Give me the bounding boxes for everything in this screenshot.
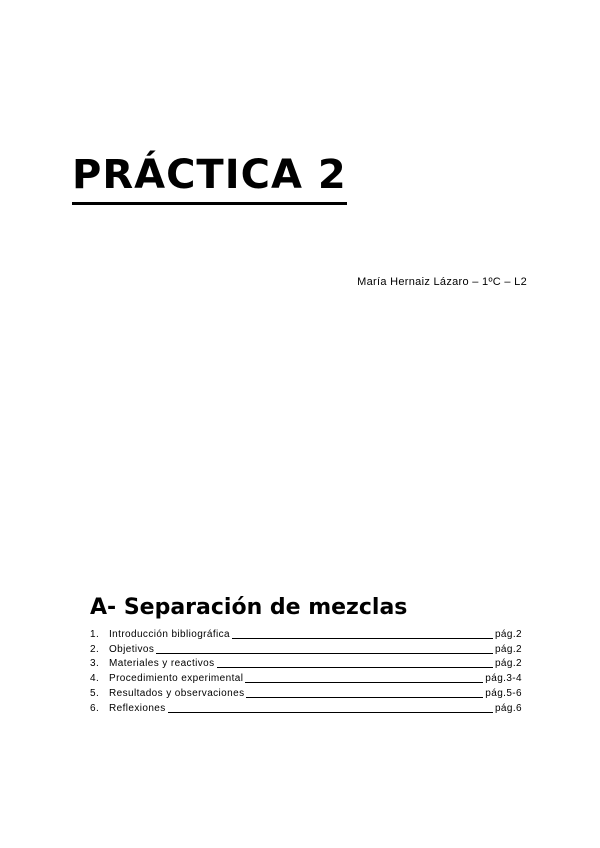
toc-item-label: Reflexiones <box>109 702 166 714</box>
toc-item-number: 6. <box>90 702 100 714</box>
toc-item <box>90 656 522 671</box>
toc-item <box>90 626 522 641</box>
toc-item-number: 1. <box>90 628 100 640</box>
toc-leader-line <box>217 666 493 668</box>
toc-item-label: Introducción bibliográfica <box>109 628 231 640</box>
toc-item-page: pág.5-6 <box>485 687 522 699</box>
toc-item-page: pág.2 <box>494 658 522 670</box>
toc-item <box>90 685 522 700</box>
toc-item-label: Resultados y observaciones <box>109 687 245 699</box>
toc-item-number: 5. <box>90 687 100 699</box>
toc-item <box>90 700 522 715</box>
toc-item-label: Objetivos <box>109 643 155 655</box>
toc-item-page: pág.6 <box>494 702 522 714</box>
toc-item-number: 4. <box>90 673 100 685</box>
toc-item <box>90 670 522 685</box>
toc-item <box>90 641 522 656</box>
toc-item-page: pág.2 <box>494 643 522 655</box>
toc-leader-line <box>168 711 493 713</box>
section-title: A- Separación de mezclas <box>90 595 408 620</box>
toc-item-label: Procedimiento experimental <box>109 673 244 685</box>
table-of-contents <box>90 626 522 715</box>
toc-item-number: 3. <box>90 658 100 670</box>
toc-leader-line <box>156 652 493 654</box>
toc-item-label: Materiales y reactivos <box>109 658 215 670</box>
author-line: María Hernaiz Lázaro – 1ºC – L2 <box>357 276 527 288</box>
toc-item-page: pág.3-4 <box>485 673 522 685</box>
toc-leader-line <box>245 681 483 683</box>
toc-item-number: 2. <box>90 643 100 655</box>
toc-item-page: pág.2 <box>494 628 522 640</box>
document-title: PRÁCTICA 2 <box>72 150 347 205</box>
toc-leader-line <box>232 637 493 639</box>
toc-leader-line <box>246 696 483 698</box>
